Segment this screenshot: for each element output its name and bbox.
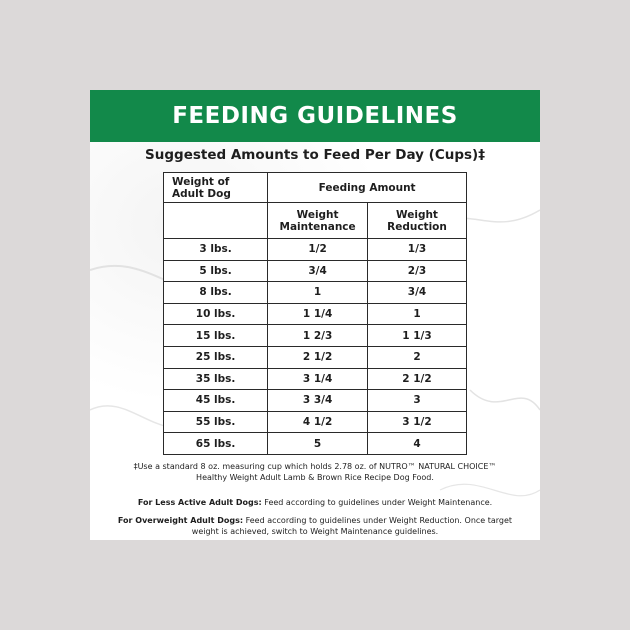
maintenance-cell: 2 1/2 [268, 346, 368, 368]
less-active-note: For Less Active Adult Dogs: Feed according to guidelines under Weight Maintenance. [137, 498, 493, 507]
header-feeding-amount: Feeding Amount [268, 173, 467, 203]
weight-cell: 3 lbs. [164, 239, 268, 261]
maintenance-cell: 3 3/4 [268, 390, 368, 412]
weight-cell: 8 lbs. [164, 282, 268, 304]
measuring-cup-footnote: ‡Use a standard 8 oz. measuring cup which holds 2.78 oz. of NUTRO™ NATURAL CHOICE™ Healthy Weight Adult Lamb & Brown Rice Recipe Dog Food. [133, 462, 497, 482]
table-row [164, 368, 467, 390]
weight-cell: 55 lbs. [164, 411, 268, 433]
maintenance-cell: 5 [268, 433, 368, 455]
table-row [164, 303, 467, 325]
reduction-cell: 3 1/2 [367, 411, 466, 433]
maintenance-cell: 1 1/4 [268, 303, 368, 325]
reduction-cell: 1 [367, 303, 466, 325]
table-row [164, 433, 467, 455]
reduction-cell: 1 1/3 [367, 325, 466, 347]
weight-cell: 5 lbs. [164, 260, 268, 282]
overweight-note: For Overweight Adult Dogs: Feed according to guidelines under Weight Reduction. Once target weight is achieved, switch to Weight Maintenance guidelines. [117, 516, 513, 536]
weight-cell: 65 lbs. [164, 433, 268, 455]
maintenance-cell: 1 2/3 [268, 325, 368, 347]
reduction-cell: 2/3 [367, 260, 466, 282]
maintenance-cell: 3/4 [268, 260, 368, 282]
feeding-guidelines-card [90, 90, 540, 540]
weight-cell: 10 lbs. [164, 303, 268, 325]
reduction-cell: 3/4 [367, 282, 466, 304]
feeding-table [163, 172, 467, 455]
weight-cell: 35 lbs. [164, 368, 268, 390]
header-maintenance: Weight Maintenance [268, 203, 368, 239]
reduction-cell: 4 [367, 433, 466, 455]
weight-cell: 25 lbs. [164, 346, 268, 368]
header-weight: Weight of Adult Dog [164, 173, 268, 203]
table-row [164, 239, 467, 261]
table-row [164, 346, 467, 368]
weight-cell: 15 lbs. [164, 325, 268, 347]
weight-cell: 45 lbs. [164, 390, 268, 412]
header-empty [164, 203, 268, 239]
header-reduction: Weight Reduction [367, 203, 466, 239]
table-row [164, 325, 467, 347]
reduction-cell: 3 [367, 390, 466, 412]
maintenance-cell: 1/2 [268, 239, 368, 261]
maintenance-cell: 4 1/2 [268, 411, 368, 433]
maintenance-cell: 3 1/4 [268, 368, 368, 390]
reduction-cell: 2 [367, 346, 466, 368]
table-row [164, 282, 467, 304]
maintenance-cell: 1 [268, 282, 368, 304]
table-row [164, 411, 467, 433]
banner-title: FEEDING GUIDELINES [90, 90, 540, 142]
reduction-cell: 2 1/2 [367, 368, 466, 390]
table-subtitle: Suggested Amounts to Feed Per Day (Cups)‡ [145, 147, 485, 163]
table-row [164, 260, 467, 282]
table-row [164, 390, 467, 412]
reduction-cell: 1/3 [367, 239, 466, 261]
